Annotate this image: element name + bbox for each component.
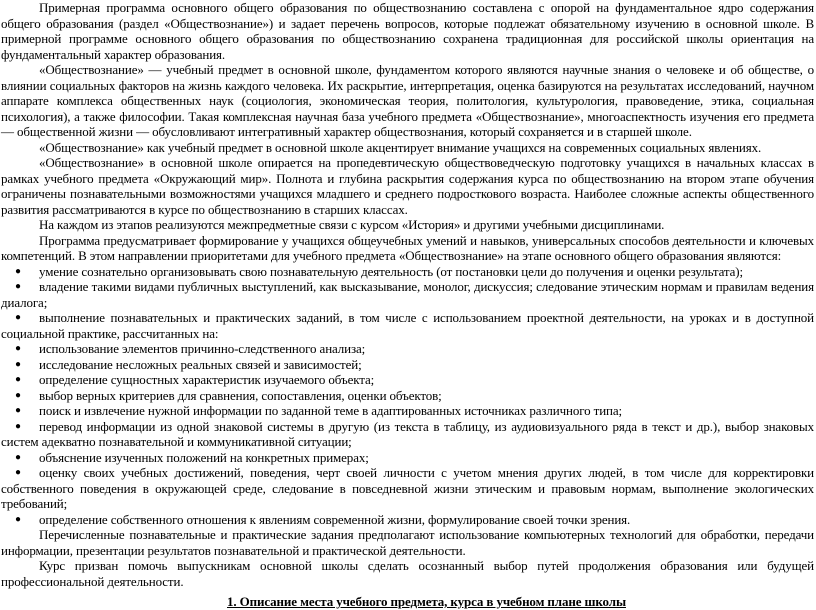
list-item-text: определение сущностных характеристик изучаемого объекта;: [39, 372, 375, 387]
bullet-icon: ●: [15, 312, 21, 323]
list-item: [1, 465, 814, 512]
bullet-icon: ●: [15, 513, 21, 525]
paragraph-subject-definition: «Обществознание» — учебный предмет в основной школе, фундаментом которого являются научные знания о человеке и об обществе, о влиянии социальных факторов на жизнь каждого человека. Их раскрытие, интерпретация, оценка базируются на результатах исследований, научном аппарате комплекса общественных наук (социология, экономическая теория, политология, культурология, правоведение, этика, социальная психология), а также философии. Такая комплексная научная база учебного предмета «Обществознание», многоаспектность изучения его предмета — общественной жизни — обусловливают интегративный характер обществознания, который сохраняется и в старшей школе.: [1, 62, 814, 139]
list-item-text: определение собственного отношения к явлениям современной жизни, формулирование своей точки зрения.: [39, 511, 631, 527]
bullet-icon: ●: [15, 358, 21, 370]
list-item-text: перевод информации из одной знаковой системы в другую (из текста в таблицу, из аудиовизуального ряда в текст и др.), выбор знаковых систем адекватно познавательной и коммуникативной ситуации;: [1, 418, 814, 449]
list-item-text: поиск и извлечение нужной информации по заданной теме в адаптированных источниках различного типа;: [39, 403, 623, 418]
bullet-icon: ●: [15, 265, 21, 277]
bullet-icon: ●: [15, 467, 21, 478]
list-item-text: владение такими видами публичных выступлений, как высказывание, монолог, дискуссия; следование этическим нормам и правилам ведения диалога;: [1, 279, 814, 310]
list-item-text: умение сознательно организовывать свою познавательную деятельность (от постановки цели до получения и оценки результата);: [39, 263, 744, 279]
priorities-list: [1, 264, 814, 528]
list-item: [1, 357, 814, 373]
bullet-icon: ●: [15, 451, 21, 463]
list-item-text: выбор верных критериев для сравнения, сопоставления, оценки объектов;: [39, 387, 442, 403]
paragraph-competencies: Программа предусматривает формирование у учащихся общеучебных умений и навыков, универсальных способов деятельности и ключевых компетенций. В этом направлении приоритетами для учебного предмета «Обществознание» на этапе основного общего образования являются:: [1, 232, 814, 263]
paragraph-intro: Примерная программа основного общего образования по обществознанию составлена с опорой на фундаментальное ядро содержания общего образования (раздел «Обществознание») и задает перечень вопросов, которые подлежат обязательному изучению в основной школе. В примерной программе основного общего образования по обществознанию сохранена традиционная для российской школы ориентация на фундаментальный характер образования.: [1, 0, 814, 62]
bullet-icon: ●: [15, 374, 21, 385]
bullet-icon: ●: [15, 389, 21, 401]
paragraph-propaedeutic: «Обществознание» в основной школе опирается на пропедевтическую обществоведческую подготовку учащихся в начальных классах в рамках учебного предмета «Окружающий мир». Полнота и глубина раскрытия содержания курса по обществознанию на втором этапе обучения ограничены познавательными возможностями учащихся младшего и среднего подросткового возраста. Наиболее сложные аспекты общественного развития рассматриваются в курсе по обществознанию в старших классах.: [1, 155, 814, 217]
list-item: [1, 388, 814, 404]
paragraph-focus: «Обществознание» как учебный предмет в основной школе акцентирует внимание учащихся на современных социальных явлениях.: [39, 139, 762, 155]
list-item: [1, 279, 814, 310]
paragraph-course-purpose: Курс призван помочь выпускникам основной школы сделать осознанный выбор путей продолжения образования или будущей профессиональной деятельности.: [1, 558, 814, 589]
list-item: [1, 310, 814, 341]
section-heading: 1. Описание места учебного предмета, курса в учебном плане школы: [227, 594, 626, 609]
list-item: [1, 341, 814, 357]
list-item: [1, 403, 814, 419]
bullet-icon: ●: [15, 405, 21, 416]
list-item-text: оценку своих учебных достижений, поведения, черт своей личности с учетом мнения других людей, в том числе для корректировки собственного поведения в окружающей среде, следование в повседневной жизни этическим и правовым нормам, выполнение экологических требований;: [1, 465, 814, 511]
list-item: [1, 450, 814, 466]
list-item: [1, 419, 814, 450]
list-item-text: исследование несложных реальных связей и зависимостей;: [39, 356, 362, 372]
bullet-icon: ●: [15, 343, 21, 354]
list-item-text: использование элементов причинно-следственного анализа;: [39, 341, 366, 356]
paragraph-computer-technologies: Перечисленные познавательные и практические задания предполагают использование компьютерных технологий для обработки, передачи информации, презентации результатов познавательной и практической деятельности.: [1, 527, 814, 558]
bullet-icon: ●: [15, 420, 21, 432]
paragraph-interdisciplinary: На каждом из этапов реализуются межпредметные связи с курсом «История» и другими учебными дисциплинами.: [39, 217, 665, 232]
list-item: [1, 512, 814, 528]
list-item: [1, 372, 814, 388]
bullet-icon: ●: [15, 281, 21, 292]
list-item-text: объяснение изученных положений на конкретных примерах;: [39, 449, 369, 465]
list-item-text: выполнение познавательных и практических заданий, в том числе с использованием проектной деятельности, на уроках и в доступной социальной практике, рассчитанных на:: [1, 310, 814, 341]
document-body: [1, 0, 814, 610]
list-item: [1, 264, 814, 280]
